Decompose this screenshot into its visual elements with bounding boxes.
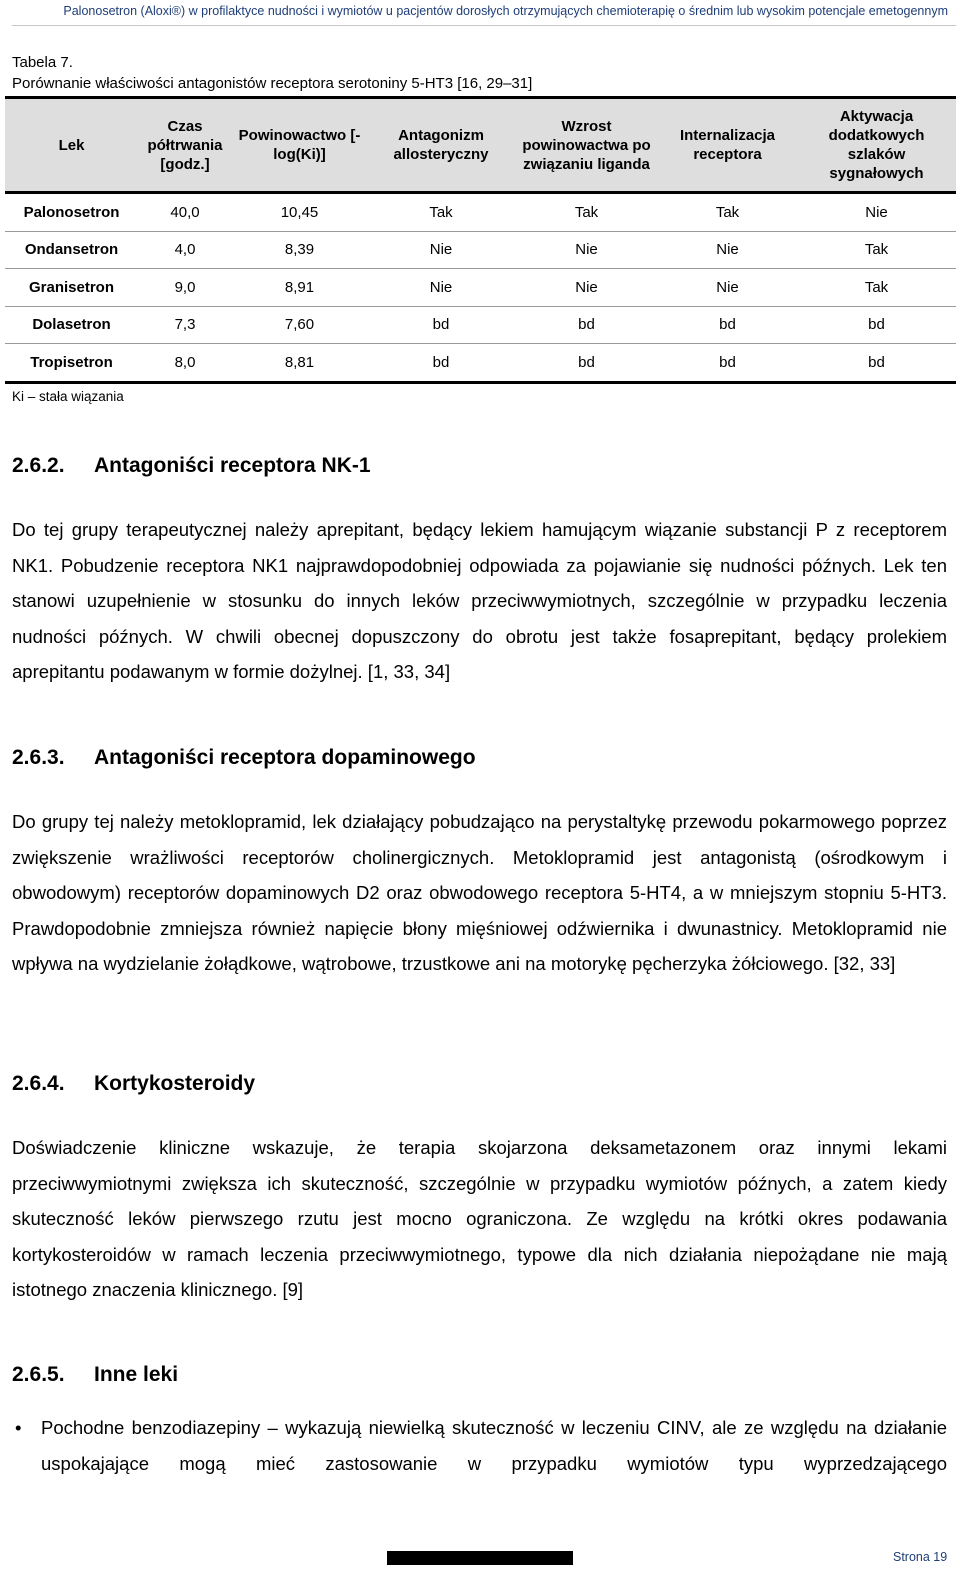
section-title: Antagoniści receptora dopaminowego: [94, 746, 476, 769]
table-row: [5, 231, 956, 269]
column-header: Antagonizm allosteryczny: [367, 98, 515, 193]
column-header: Czas półtrwania [godz.]: [138, 98, 232, 193]
table-caption: [12, 52, 532, 94]
bullet-list-item: [12, 1410, 947, 1482]
bullet-text: Pochodne benzodiazepiny – wykazują niewielką skuteczność w leczeniu CINV, ale ze względu na działanie uspokajające mogą mieć zastosowanie w przypadku wymiotów typu wyprzedzającego: [41, 1417, 947, 1474]
section-number: 2.6.4.: [12, 1072, 65, 1095]
table-number: Tabela 7.: [12, 54, 73, 71]
page-number: Strona 19: [893, 1550, 948, 1564]
table-cell: 8,91: [232, 269, 367, 307]
table-cell: 8,39: [232, 231, 367, 269]
column-header: Wzrost powinowactwa po związaniu liganda: [515, 98, 658, 193]
table-row: [5, 306, 956, 344]
section-heading: [12, 454, 371, 478]
section-paragraph: Do grupy tej należy metoklopramid, lek działający pobudzająco na perystaltykę przewodu pokarmowego poprzez zwiększenie wrażliwości receptorów cholinergicznych. Metoklopramid jest antagonistą (ośrodkowym i obwodowym) receptorów dopaminowych D2 oraz obwodowego receptora 5-HT4, a w mniejszym stopniu 5-HT3. Prawdopodobnie zmniejsza również napięcie błony mięśniowej odźwiernika i dwunastnicy. Metoklopramid nie wpływa na wydzielanie żołądkowe, wątrobowe, trzustkowe ani na motorykę pęcherzyka żółciowego. [32, 33]: [12, 811, 947, 974]
column-header: Internalizacja receptora: [658, 98, 797, 193]
table-cell: bd: [658, 344, 797, 383]
table-row: [5, 344, 956, 383]
column-header: Powinowactwo [-log(Ki)]: [232, 98, 367, 193]
header-divider: [12, 25, 956, 26]
footer-bar: [387, 1551, 573, 1565]
bullet-icon: •: [15, 1417, 22, 1438]
table-header-row: [5, 98, 956, 193]
section-paragraph: Do tej grupy terapeutycznej należy aprepitant, będący lekiem hamującym wiązanie substancji P z receptorem NK1. Pobudzenie receptora NK1 najprawdopodobniej odpowiada za pojawianie się nudności późnych. Lek ten stanowi uzupełnienie w stosunku do innych leków przeciwwymiotnych, szczególnie w przypadku leczenia nudności późnych. W chwili obecnej dopuszczony do obrotu jest także fosaprepitant, będący prolekiem aprepitantu podawanym w formie dożylnej. [1, 33, 34]: [12, 519, 947, 682]
section-heading: [12, 1072, 255, 1096]
table-cell: bd: [515, 344, 658, 383]
table-cell: 10,45: [232, 193, 367, 232]
table-cell: Tak: [797, 231, 956, 269]
table-cell: 4,0: [138, 231, 232, 269]
table-cell: Tak: [367, 193, 515, 232]
table-cell: 40,0: [138, 193, 232, 232]
section-number: 2.6.5.: [12, 1363, 65, 1386]
section-title: Antagoniści receptora NK-1: [94, 454, 371, 477]
table-cell: bd: [515, 306, 658, 344]
table-cell: bd: [797, 306, 956, 344]
table-cell: Nie: [367, 269, 515, 307]
section-heading: [12, 746, 476, 770]
table-title: Porównanie właściwości antagonistów receptora serotoniny 5-HT3 [16, 29–31]: [12, 75, 533, 92]
drug-name-cell: Tropisetron: [5, 344, 138, 383]
section-number: 2.6.3.: [12, 746, 65, 769]
table-cell: Tak: [797, 269, 956, 307]
table-row: [5, 193, 956, 232]
section-number: 2.6.2.: [12, 454, 65, 477]
table-cell: Nie: [658, 231, 797, 269]
section-heading: [12, 1363, 178, 1387]
drug-name-cell: Granisetron: [5, 269, 138, 307]
table-cell: Nie: [658, 269, 797, 307]
table-cell: 7,3: [138, 306, 232, 344]
table-cell: Nie: [797, 193, 956, 232]
table-cell: 8,81: [232, 344, 367, 383]
table-cell: bd: [367, 306, 515, 344]
table-cell: bd: [797, 344, 956, 383]
table-cell: 9,0: [138, 269, 232, 307]
table-cell: Nie: [515, 269, 658, 307]
section-title: Kortykosteroidy: [94, 1072, 256, 1095]
drug-name-cell: Palonosetron: [5, 193, 138, 232]
table-cell: bd: [367, 344, 515, 383]
section-title: Inne leki: [94, 1363, 179, 1386]
drug-name-cell: Dolasetron: [5, 306, 138, 344]
comparison-table: [5, 96, 956, 384]
table-row: [5, 269, 956, 307]
table-cell: Nie: [515, 231, 658, 269]
table-cell: Tak: [658, 193, 797, 232]
drug-name-cell: Ondansetron: [5, 231, 138, 269]
table-cell: Tak: [515, 193, 658, 232]
column-header: Aktywacja dodatkowych szlaków sygnałowych: [797, 98, 956, 193]
table-cell: 7,60: [232, 306, 367, 344]
table-cell: bd: [658, 306, 797, 344]
table-cell: Nie: [367, 231, 515, 269]
table-cell: 8,0: [138, 344, 232, 383]
section-paragraph: Doświadczenie kliniczne wskazuje, że terapia skojarzona deksametazonem oraz innymi lekami przeciwwymiotnymi zwiększa ich skuteczność, szczególnie w przypadku wymiotów późnych, a zatem kiedy skuteczność leków pierwszego rzutu jest mocno ograniczona. Ze względu na krótki okres podawania kortykosteroidów w ramach leczenia przeciwwymiotnego, typowe dla nich działania niepożądane nie mają istotnego znaczenia klinicznego. [9]: [12, 1137, 947, 1300]
running-header: Palonosetron (Aloxi®) w profilaktyce nudności i wymiotów u pacjentów dorosłych otrzymujących chemioterapię o średnim lub wysokim potencjale emetogennym: [63, 4, 948, 18]
column-header: Lek: [5, 98, 138, 193]
table-footnote: Ki – stała wiązania: [12, 389, 124, 404]
